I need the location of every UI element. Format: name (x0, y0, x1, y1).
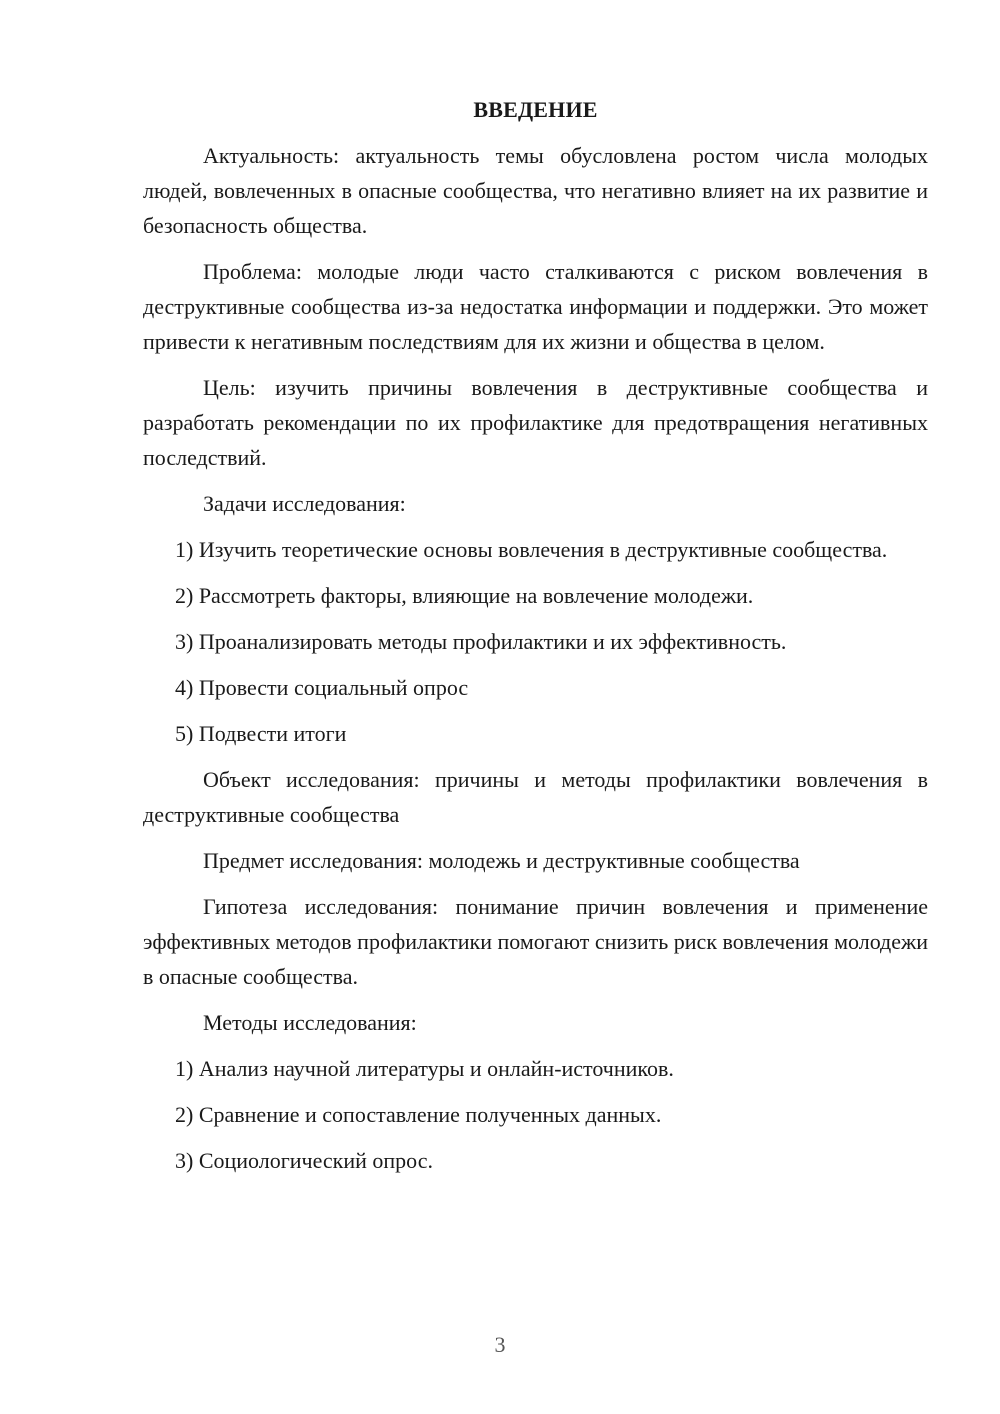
section-title: ВВЕДЕНИЕ (473, 97, 598, 122)
list-item-method-2: 2) Сравнение и сопоставление полученных данных. (175, 1102, 662, 1127)
paragraph-subject: Предмет исследования: молодежь и деструктивные сообщества (203, 848, 800, 873)
list-item-task-3: 3) Проанализировать методы профилактики и их эффективность. (175, 629, 787, 654)
list-item-method-1: 1) Анализ научной литературы и онлайн-источников. (175, 1056, 674, 1081)
document-page (143, 92, 928, 1189)
paragraph-hypothesis: Гипотеза исследования: понимание причин вовлечения и применение эффективных методов профилактики помогают снизить риск вовлечения молодежи в опасные сообщества. (143, 894, 928, 989)
list-item-task-4: 4) Провести социальный опрос (175, 675, 469, 700)
paragraph-tasks-heading: Задачи исследования: (203, 491, 406, 516)
list-item-task-2: 2) Рассмотреть факторы, влияющие на вовлечение молодежи. (175, 583, 754, 608)
paragraph-object: Объект исследования: причины и методы профилактики вовлечения в деструктивные сообщества (143, 767, 928, 827)
paragraph-relevance: Актуальность: актуальность темы обусловлена ростом числа молодых людей, вовлеченных в опасные сообщества, что негативно влияет на их развитие и безопасность общества. (143, 143, 928, 238)
list-item-task-1: 1) Изучить теоретические основы вовлечения в деструктивные сообщества. (175, 537, 888, 562)
paragraph-goal: Цель: изучить причины вовлечения в деструктивные сообщества и разработать рекомендации по их профилактике для предотвращения негативных последствий. (143, 375, 928, 470)
list-item-method-3: 3) Социологический опрос. (175, 1148, 433, 1173)
page-number: 3 (494, 1332, 506, 1357)
paragraph-methods-heading: Методы исследования: (203, 1010, 417, 1035)
paragraph-problem: Проблема: молодые люди часто сталкиваются с риском вовлечения в деструктивные сообщества из-за недостатка информации и поддержки. Это может привести к негативным последствиям для их жизни и общества в целом. (143, 259, 928, 354)
list-item-task-5: 5) Подвести итоги (175, 721, 347, 746)
